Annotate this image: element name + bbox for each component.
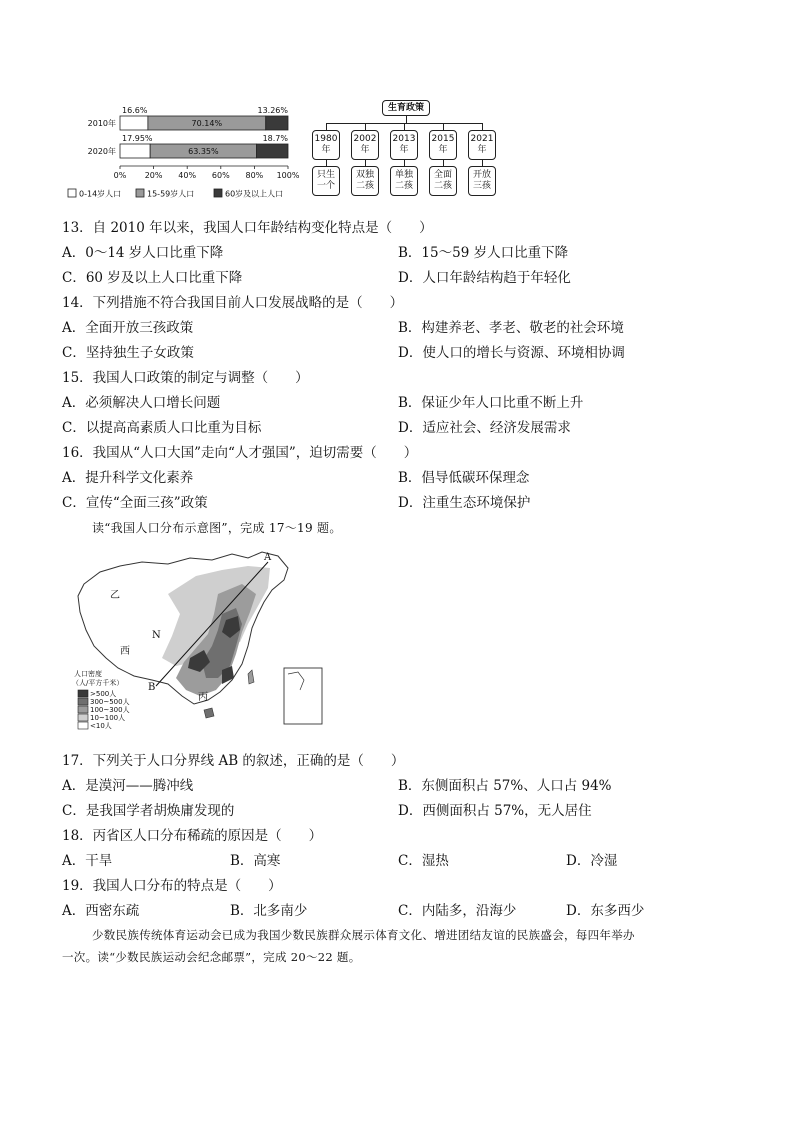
question-14-stem: 14．下列措施不符合我国目前人口发展战略的是（ ）	[62, 295, 404, 311]
year-box-2021	[468, 130, 496, 160]
year-unit: 年	[399, 145, 409, 155]
legend-title: 人口密度	[74, 670, 102, 678]
question-19-option-a[interactable]: A．西密东疏	[62, 903, 140, 919]
year-value: 2002	[353, 134, 377, 144]
legend-swatch	[68, 189, 76, 197]
question-18-stem: 18．丙省区人口分布稀疏的原因是（ ）	[62, 828, 323, 844]
question-16-option-c[interactable]: C．宣传“全面三孩”政策	[62, 495, 208, 511]
legend-label: 300~500人	[90, 698, 130, 706]
connector-drop	[365, 123, 366, 130]
x-tick-label: 80%	[245, 171, 264, 180]
map-label-n: N	[152, 630, 161, 641]
policy-title: 生育政策	[387, 103, 424, 113]
question-13-option-c[interactable]: C．60 岁及以上人口比重下降	[62, 270, 243, 286]
question-17-option-c[interactable]: C．是我国学者胡焕庸发现的	[62, 803, 235, 819]
bar-segment	[257, 144, 288, 158]
question-17-option-b[interactable]: B．东侧面积占 57%、人口占 94%	[398, 778, 612, 794]
fertility-policy-diagram	[310, 96, 500, 202]
data-label: 13.26%	[257, 106, 288, 115]
year-unit: 年	[477, 145, 487, 155]
question-15-stem: 15．我国人口政策的制定与调整（ ）	[62, 370, 309, 386]
year-value: 2013	[392, 134, 416, 144]
legend-swatch	[78, 706, 88, 713]
legend-label: 60岁及以上人口	[225, 189, 284, 199]
policy-box-2021	[468, 166, 496, 196]
data-label: 17.95%	[122, 134, 153, 143]
question-14-option-c[interactable]: C．坚持独生子女政策	[62, 345, 194, 361]
legend-label: 15-59岁人口	[147, 189, 195, 199]
question-13-option-a[interactable]: A．0～14 岁人口比重下降	[62, 245, 224, 261]
year-unit: 年	[360, 145, 370, 155]
data-label: 63.35%	[188, 147, 219, 156]
population-distribution-map	[72, 550, 330, 736]
year-value: 1980	[314, 134, 338, 144]
policy-text: 二孩	[355, 181, 374, 191]
data-label: 70.14%	[191, 119, 223, 128]
policy-text: 三孩	[472, 181, 491, 191]
question-15-option-d[interactable]: D．适应社会、经济发展需求	[398, 420, 571, 436]
question-16-option-d[interactable]: D．注重生态环境保护	[398, 495, 531, 511]
category-label: 2010年	[87, 119, 116, 128]
legend-swatch	[78, 722, 88, 729]
question-19-option-b[interactable]: B．北多南少	[230, 903, 308, 919]
connector-drop	[404, 123, 405, 130]
question-14-option-a[interactable]: A．全面开放三孩政策	[62, 320, 194, 336]
connector-drop	[482, 123, 483, 130]
south-sea-inset	[284, 668, 322, 724]
year-unit: 年	[438, 145, 448, 155]
question-18-option-b[interactable]: B．高寒	[230, 853, 281, 869]
x-tick-label: 60%	[211, 171, 230, 180]
policy-text: 二孩	[394, 181, 413, 191]
age-structure-chart	[58, 96, 308, 202]
question-18-option-c[interactable]: C．湿热	[398, 853, 449, 869]
taiwan-island	[248, 670, 254, 684]
legend-label: 0-14岁人口	[79, 189, 122, 199]
map-label-xi: 西	[120, 646, 130, 657]
intro-20-22-line1: 少数民族传统体育运动会已成为我国少数民族群众展示体育文化、增进团结友谊的民族盛会，每四年举办	[92, 928, 635, 942]
legend-swatch	[78, 714, 88, 721]
policy-text: 全面	[433, 170, 452, 180]
policy-text: 开放	[472, 170, 491, 180]
question-13-option-b[interactable]: B．15～59 岁人口比重下降	[398, 245, 569, 261]
question-16-option-a[interactable]: A．提升科学文化素养	[62, 470, 194, 486]
question-16-option-b[interactable]: B．倡导低碳环保理念	[398, 470, 530, 486]
figure-row	[58, 96, 498, 208]
connector-trunk	[406, 116, 407, 123]
policy-title-box	[382, 100, 430, 116]
legend-subtitle: （人/平方千米）	[72, 679, 124, 687]
density-legend	[78, 689, 130, 730]
legend-label: >500人	[90, 690, 117, 698]
year-value: 2021	[470, 134, 494, 144]
question-17-option-a[interactable]: A．是漠河——腾冲线	[62, 778, 194, 794]
year-box-2013	[390, 130, 418, 160]
policy-box-2013	[390, 166, 418, 196]
policy-text: 一个	[316, 181, 335, 191]
policy-text: 二孩	[433, 181, 452, 191]
question-19-option-d[interactable]: D．东多西少	[566, 903, 645, 919]
question-19-stem: 19．我国人口分布的特点是（ ）	[62, 878, 282, 894]
year-unit: 年	[321, 145, 331, 155]
question-17-stem: 17．下列关于人口分界线 AB 的叙述，正确的是（ ）	[62, 753, 405, 769]
year-box-1980	[312, 130, 340, 160]
map-label-b: B	[148, 682, 156, 693]
legend-label: 10~100人	[90, 714, 126, 722]
connector-drop	[443, 123, 444, 130]
question-13-option-d[interactable]: D．人口年龄结构趋于年轻化	[398, 270, 571, 286]
policy-text: 双独	[355, 170, 374, 180]
x-tick-label: 0%	[113, 171, 127, 180]
question-15-option-b[interactable]: B．保证少年人口比重不断上升	[398, 395, 584, 411]
bar-segment	[120, 116, 148, 130]
policy-box-2002	[351, 166, 379, 196]
question-14-option-d[interactable]: D．使人口的增长与资源、环境相协调	[398, 345, 625, 361]
intro-17-19: 读“我国人口分布示意图”，完成 17～19 题。	[92, 521, 342, 535]
question-16-stem: 16．我国从“人口大国”走向“人才强国”，迫切需要（ ）	[62, 445, 418, 461]
intro-20-22-line2: 一次。读“少数民族运动会纪念邮票”，完成 20～22 题。	[62, 950, 361, 964]
data-label: 16.6%	[122, 106, 148, 115]
data-label: 18.7%	[262, 134, 288, 143]
legend-swatch	[214, 189, 222, 197]
policy-text: 只生	[316, 170, 335, 180]
question-13-stem: 13．自 2010 年以来，我国人口年龄结构变化特点是（ ）	[62, 220, 433, 236]
question-14-option-b[interactable]: B．构建养老、孝老、敬老的社会环境	[398, 320, 624, 336]
question-18-option-a[interactable]: A．干旱	[62, 853, 113, 869]
year-box-2002	[351, 130, 379, 160]
policy-text: 单独	[394, 170, 413, 180]
question-17-option-d[interactable]: D．西侧面积占 57%，无人居住	[398, 803, 592, 819]
hainan-island	[204, 708, 214, 718]
question-15-option-a[interactable]: A．必须解决人口增长问题	[62, 395, 221, 411]
x-tick-label: 20%	[144, 171, 163, 180]
x-tick-label: 100%	[276, 171, 300, 180]
year-value: 2015	[431, 134, 455, 144]
question-19-option-c[interactable]: C．内陆多，沿海少	[398, 903, 517, 919]
legend-label: <10人	[90, 722, 112, 730]
policy-box-1980	[312, 166, 340, 196]
legend-label: 100~300人	[90, 706, 130, 714]
legend-swatch	[136, 189, 144, 197]
category-label: 2020年	[87, 147, 116, 156]
question-18-option-d[interactable]: D．冷湿	[566, 853, 618, 869]
year-box-2015	[429, 130, 457, 160]
map-label-a: A	[264, 552, 272, 563]
x-tick-label: 40%	[178, 171, 197, 180]
policy-box-2015	[429, 166, 457, 196]
legend-swatch	[78, 698, 88, 705]
connector-drop	[326, 123, 327, 130]
map-label-yi: 乙	[110, 590, 120, 601]
map-label-bing: 丙	[198, 692, 208, 703]
bar-segment	[120, 144, 150, 158]
bar-segment	[266, 116, 288, 130]
legend-swatch	[78, 690, 88, 697]
question-15-option-c[interactable]: C．以提高高素质人口比重为目标	[62, 420, 262, 436]
